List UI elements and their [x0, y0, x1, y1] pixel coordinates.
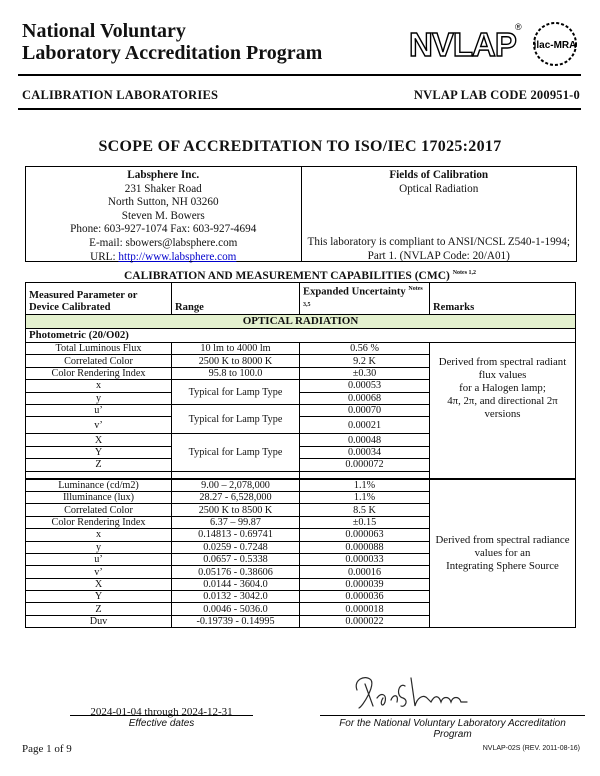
fields-title: Fields of Calibration — [389, 169, 489, 181]
lab-email: E-mail: sbowers@labsphere.com — [89, 236, 238, 249]
lab-contact-column — [26, 167, 301, 261]
parameter-cell: y — [26, 392, 172, 404]
compliance-line2: Part 1. (NVLAP Code: 20/A01) — [367, 249, 510, 262]
header-uncertainty: Expanded Uncertainty $^{Notes 3,5}$ — [300, 283, 430, 315]
table-header-row — [26, 283, 576, 315]
field-name: Optical Radiation — [399, 182, 479, 195]
form-id: NVLAP-02S (REV. 2011-08-16) — [482, 745, 580, 752]
lab-address-line1: 231 Shaker Road — [124, 182, 202, 195]
cmc-title-notes: Notes 1,2 — [452, 270, 477, 277]
org-title-line1: National Voluntary — [22, 20, 186, 42]
table-row: Z 0.0046 - 5036.0 0.000018 — [26, 603, 576, 615]
range-cell: 10 lm to 4000 lm — [172, 343, 300, 355]
lab-contact-name: Steven M. Bowers — [121, 209, 205, 222]
compliance-line1: This laboratory is compliant to ANSI/NCSL Z540-1-1994; — [307, 236, 570, 249]
table-row: Duv -0.19739 - 0.14995 0.000022 — [26, 615, 576, 627]
header-remarks: Remarks — [430, 283, 576, 315]
svg-text:NVLAP: NVLAP — [409, 26, 516, 63]
parameter-cell: u’ — [26, 405, 172, 417]
signature-caption: For the National Voluntary Laboratory Accreditation Program — [339, 718, 566, 740]
parameter-cell: X — [26, 434, 172, 446]
table-row: u’ 0.0657 - 0.5338 0.000033 — [26, 553, 576, 565]
uncertainty-cell: 0.56 % — [300, 343, 430, 355]
subsection-row — [26, 329, 576, 343]
cmc-table — [25, 282, 576, 628]
range-cell: Typical for Lamp Type — [172, 380, 300, 405]
header-divider — [18, 74, 581, 76]
parameter-cell: Total Luminous Flux — [26, 343, 172, 355]
lab-name: Labsphere Inc. — [127, 169, 200, 181]
optical-radiation-band: OPTICAL RADIATION — [26, 315, 576, 329]
lab-code-label: NVLAP LAB CODE 200951-0 — [413, 88, 580, 102]
signature — [343, 668, 493, 714]
parameter-cell: v’ — [26, 417, 172, 434]
table-row: Color Rendering Index 6.37 – 99.87 ±0.15 — [26, 516, 576, 528]
parameter-cell: Luminance (cd/m2) — [26, 479, 172, 492]
uncertainty-cell: 0.00021 — [300, 417, 430, 434]
range-cell: 2500 K to 8000 K — [172, 355, 300, 367]
remarks-integrating-sphere: Derived from spectral radiance values for an Integrating Sphere Source — [430, 479, 576, 628]
header-range: Range — [172, 283, 300, 315]
table-row: y 0.0259 - 0.7248 0.000088 — [26, 541, 576, 553]
org-title-line2: Laboratory Accreditation Program — [22, 42, 323, 64]
table-row: Illuminance (lux) 28.27 - 6,528,000 1.1% — [26, 491, 576, 503]
uncertainty-cell: 0.00070 — [300, 405, 430, 417]
effective-dates: 2024-01-04 through 2024-12-31 — [90, 706, 233, 718]
ilac-mra-mark: ilac-MRA — [533, 40, 577, 51]
uncertainty-cell: 0.000072 — [300, 459, 430, 471]
remarks-halogen: Derived from spectral radiant flux values for a Halogen lamp; 4π, 2π, and directional 2π versions — [430, 343, 576, 479]
section-band — [26, 315, 576, 329]
header-measured-parameter: Measured Parameter or Device Calibrated — [26, 283, 172, 315]
table-row — [26, 479, 576, 492]
parameter-cell: Correlated Color — [26, 355, 172, 367]
table-row: Y 0.0132 - 3042.0 0.000036 — [26, 591, 576, 603]
cmc-title: CALIBRATION AND MEASUREMENT CAPABILITIES (CMC) $^{Notes 1,2}$ — [123, 270, 477, 282]
subheader-divider — [18, 108, 581, 110]
table-row: Correlated Color 2500 K to 8500 K 8.5 K — [26, 504, 576, 516]
svg-text:®: ® — [515, 22, 522, 32]
uncertainty-cell: 9.2 K — [300, 355, 430, 367]
uncertainty-cell: 0.00048 — [300, 434, 430, 446]
parameter-cell: Z — [26, 459, 172, 471]
parameter-cell: Color Rendering Index — [26, 367, 172, 379]
uncertainty-cell: ±0.30 — [300, 367, 430, 379]
lab-info-box — [25, 166, 577, 262]
signature-line — [320, 715, 585, 716]
uncertainty-cell: 1.1% — [300, 479, 430, 492]
organization-title — [22, 20, 322, 64]
uncertainty-cell: 0.00034 — [300, 446, 430, 458]
page-number: Page 1 of 9 — [22, 743, 72, 755]
range-cell: 9.00 – 2,078,000 — [172, 479, 300, 492]
lab-url-label: URL: — [90, 250, 119, 263]
lab-address-line2: North Sutton, NH 03260 — [107, 196, 219, 209]
lab-phone: Phone: 603-927-1074 Fax: 603-927-4694 — [70, 223, 257, 236]
scope-title: SCOPE OF ACCREDITATION TO ISO/IEC 17025:2017 — [98, 138, 502, 155]
table-row: v’ 0.05176 - 0.38606 0.00016 — [26, 566, 576, 578]
effective-dates-label: Effective dates — [128, 718, 195, 729]
nvlap-logo — [407, 18, 582, 68]
parameter-cell: x — [26, 380, 172, 392]
table-row: x 0.14813 - 0.69741 0.000063 — [26, 529, 576, 541]
uncertainty-cell: 0.00068 — [300, 392, 430, 404]
range-cell: 95.8 to 100.0 — [172, 367, 300, 379]
photometric-subheading: Photometric (20/O02) — [26, 329, 576, 343]
range-cell: Typical for Lamp Type — [172, 405, 300, 434]
fields-column — [301, 167, 577, 261]
range-cell: Typical for Lamp Type — [172, 434, 300, 471]
uncertainty-cell: 0.00053 — [300, 380, 430, 392]
lab-type-label: CALIBRATION LABORATORIES — [22, 88, 219, 102]
parameter-cell: Y — [26, 446, 172, 458]
lab-url-link[interactable]: http://www.labsphere.com — [118, 250, 237, 263]
table-row — [26, 343, 576, 355]
table-row: X 0.0144 - 3604.0 0.000039 — [26, 578, 576, 590]
lab-url-line — [26, 251, 301, 265]
